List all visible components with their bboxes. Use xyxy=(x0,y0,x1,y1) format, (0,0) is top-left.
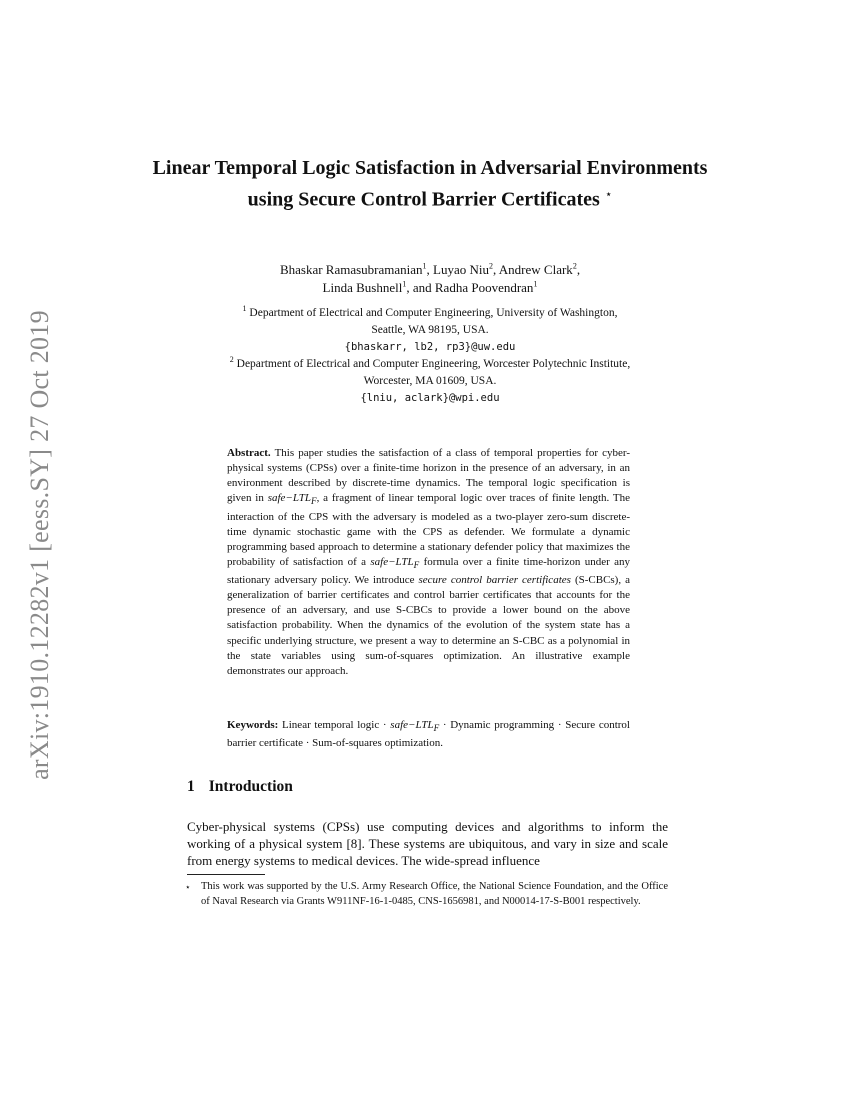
author-name: Luyao Niu xyxy=(433,262,489,277)
author-list: Bhaskar Ramasubramanian$^1$, Luyao Niu$^2$, Andrew Clark$^2$, Linda Bushnell$^1$, and Radha Poovendran$^1$ xyxy=(279,261,581,295)
arxiv-stamp xyxy=(20,290,60,800)
keywords: Keywords: Linear temporal logic · $safe-LTL_F$ · Dynamic programming · Secure control barrier certificate · Sum-of-squares optimization. xyxy=(227,719,630,750)
math-safe-ltlf: $safe-LTL_F$ xyxy=(370,555,420,571)
affiliation-email: {lniu, aclark}@wpi.edu xyxy=(360,392,500,404)
author-name: Andrew Clark xyxy=(498,262,573,277)
affiliation-1: $^1$ Department of Electrical and Computer Engineering, University of Washington, Seattle, WA 98195, USA. {bhaskarr, lb2, rp3}@uw.edu xyxy=(242,304,618,353)
footnote-rule xyxy=(187,874,265,875)
arxiv-identifier: arXiv:1910.12282v1 [eess.SY] 27 Oct 2019 xyxy=(25,310,54,780)
abstract-label: Abstract. xyxy=(227,447,271,459)
affiliation-email: {bhaskarr, lb2, rp3}@uw.edu xyxy=(344,341,516,353)
section-number: 1 xyxy=(187,778,195,795)
affiliations xyxy=(160,305,700,407)
footnote xyxy=(187,880,668,909)
paper-title xyxy=(150,155,710,213)
math-safe-ltlf: $safe-LTL_F$ xyxy=(267,492,317,507)
section-title: Introduction xyxy=(208,778,293,795)
footnote-text: This work was supported by the U.S. Army Research Office, the National Science Foundation, and the Office of Naval Research via Grants W911NF-16-1-0485, CNS-1656981, and N00014-17-S-B001 respectively. xyxy=(201,881,668,907)
author-name: Bhaskar Ramasubramanian xyxy=(279,262,423,277)
title-text: Linear Temporal Logic Satisfaction in Adversarial Environments using Secure Control Barrier Certificates xyxy=(152,157,708,211)
author-name: Linda Bushnell xyxy=(322,280,403,295)
intro-paragraph: Cyber-physical systems (CPSs) use computing devices and algorithms to inform the working of a physical system [8]. These systems are ubiquitous, and vary in size and scale from energy systems to medical devices. The wide-spread influence xyxy=(187,819,668,868)
keywords-label: Keywords: xyxy=(227,719,279,731)
section-heading xyxy=(187,778,293,796)
affiliation-2: $^2$ Department of Electrical and Computer Engineering, Worcester Polytechnic Institute, Worcester, MA 01609, USA. {lniu, aclark}@wpi.edu xyxy=(229,355,631,404)
math-safe-ltlf: $safe-LTL_F$ xyxy=(390,719,440,734)
emphasized-term: secure control barrier certificates xyxy=(418,574,571,587)
footnote-mark: ⋆ xyxy=(185,882,191,892)
title-footnote-mark: ⋆ xyxy=(604,187,613,201)
author-name: Radha Poovendran xyxy=(434,280,534,295)
abstract: Abstract. This paper studies the satisfaction of a class of temporal properties for cyber-physical systems (CPSs) over a finite-time horizon in the presence of an adversary, in an environment described by discrete-time dynamics. The temporal logic specification is given in $safe-LTL_F$, a fragment of linear temporal logic over traces of finite length. The interaction of the CPS with the adversary is modeled as a two-player zero-sum discrete-time dynamic stochastic game with the CPS as defender. We formulate a dynamic programming based approach to determine a stationary defender policy that maximizes the probability of satisfaction of a $safe-LTL_F$ formula over a finite time-horizon under any stationary adversary policy. We introduce secure control barrier certificates (S-CBCs), a generalization of barrier certificates and control barrier certificates that accounts for the presence of an adversary, and use S-CBCs to provide a lower bound on the above satisfaction probability. When the dynamics of the evolution of the system state has a specific underlying structure, we present a way to determine an S-CBC as a polynomial in the state variables using sum-of-squares optimization. An illustrative example demonstrates our approach. xyxy=(227,447,631,677)
